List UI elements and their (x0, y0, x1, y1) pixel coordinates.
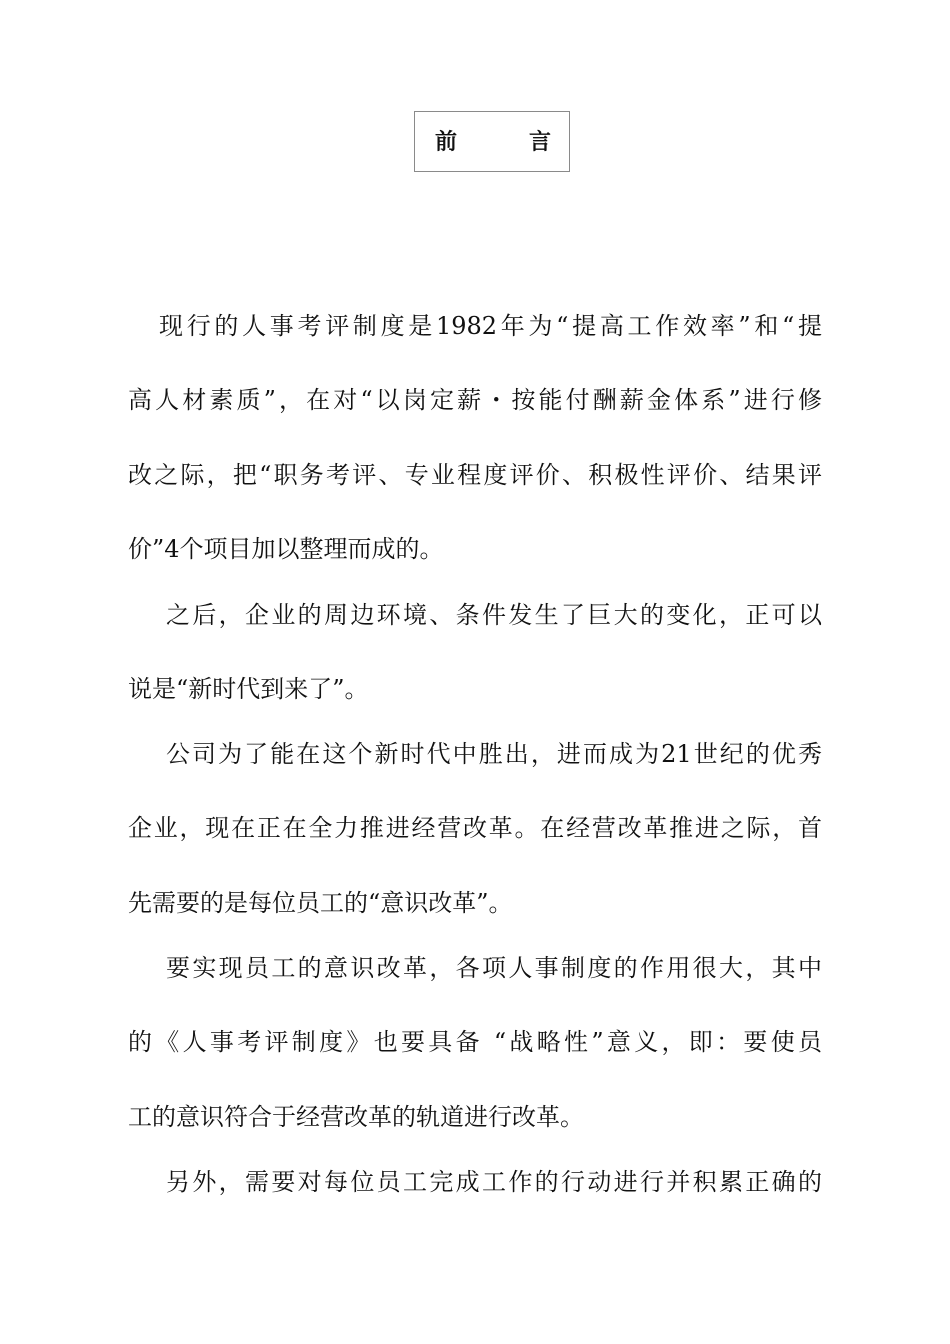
paragraph-4-line-3: 工的意识符合于经营改革的轨道进行改革。 (128, 1103, 584, 1131)
paragraph-1-line-3: 改之际，把“职务考评、专业程度评价、积极性评价、结果评 (128, 461, 822, 489)
paragraph-1-line-4: 价”4个项目加以整理而成的。 (128, 535, 444, 563)
paragraph-2-line-1: 之后，企业的周边环境、条件发生了巨大的变化，正可以 (166, 601, 822, 629)
paragraph-3-line-1: 公司为了能在这个新时代中胜出，进而成为21世纪的优秀 (166, 740, 822, 768)
paragraph-5-line-1: 另外，需要对每位员工完成工作的行动进行并积累正确的 (166, 1168, 822, 1196)
paragraph-2-line-2: 说是“新时代到来了”。 (128, 675, 369, 703)
paragraph-4-line-1: 要实现员工的意识改革，各项人事制度的作用很大，其中 (166, 954, 822, 982)
paragraph-3-line-3: 先需要的是每位员工的“意识改革”。 (128, 889, 513, 917)
paragraph-1-line-1: 现行的人事考评制度是1982年为“提高工作效率”和“提 (159, 312, 822, 340)
paragraph-1-line-2: 高人材素质”，在对“以岗定薪・按能付酬薪金体系”进行修 (128, 386, 822, 414)
paragraph-3-line-2: 企业，现在正在全力推进经营改革。在经营改革推进之际，首 (128, 814, 822, 842)
title-box (414, 111, 570, 172)
title-char-2: 言 (529, 129, 552, 155)
paragraph-4-line-2: 的《人事考评制度》也要具备 “战略性”意义，即：要使员 (128, 1028, 822, 1056)
title-char-1: 前 (435, 129, 458, 155)
